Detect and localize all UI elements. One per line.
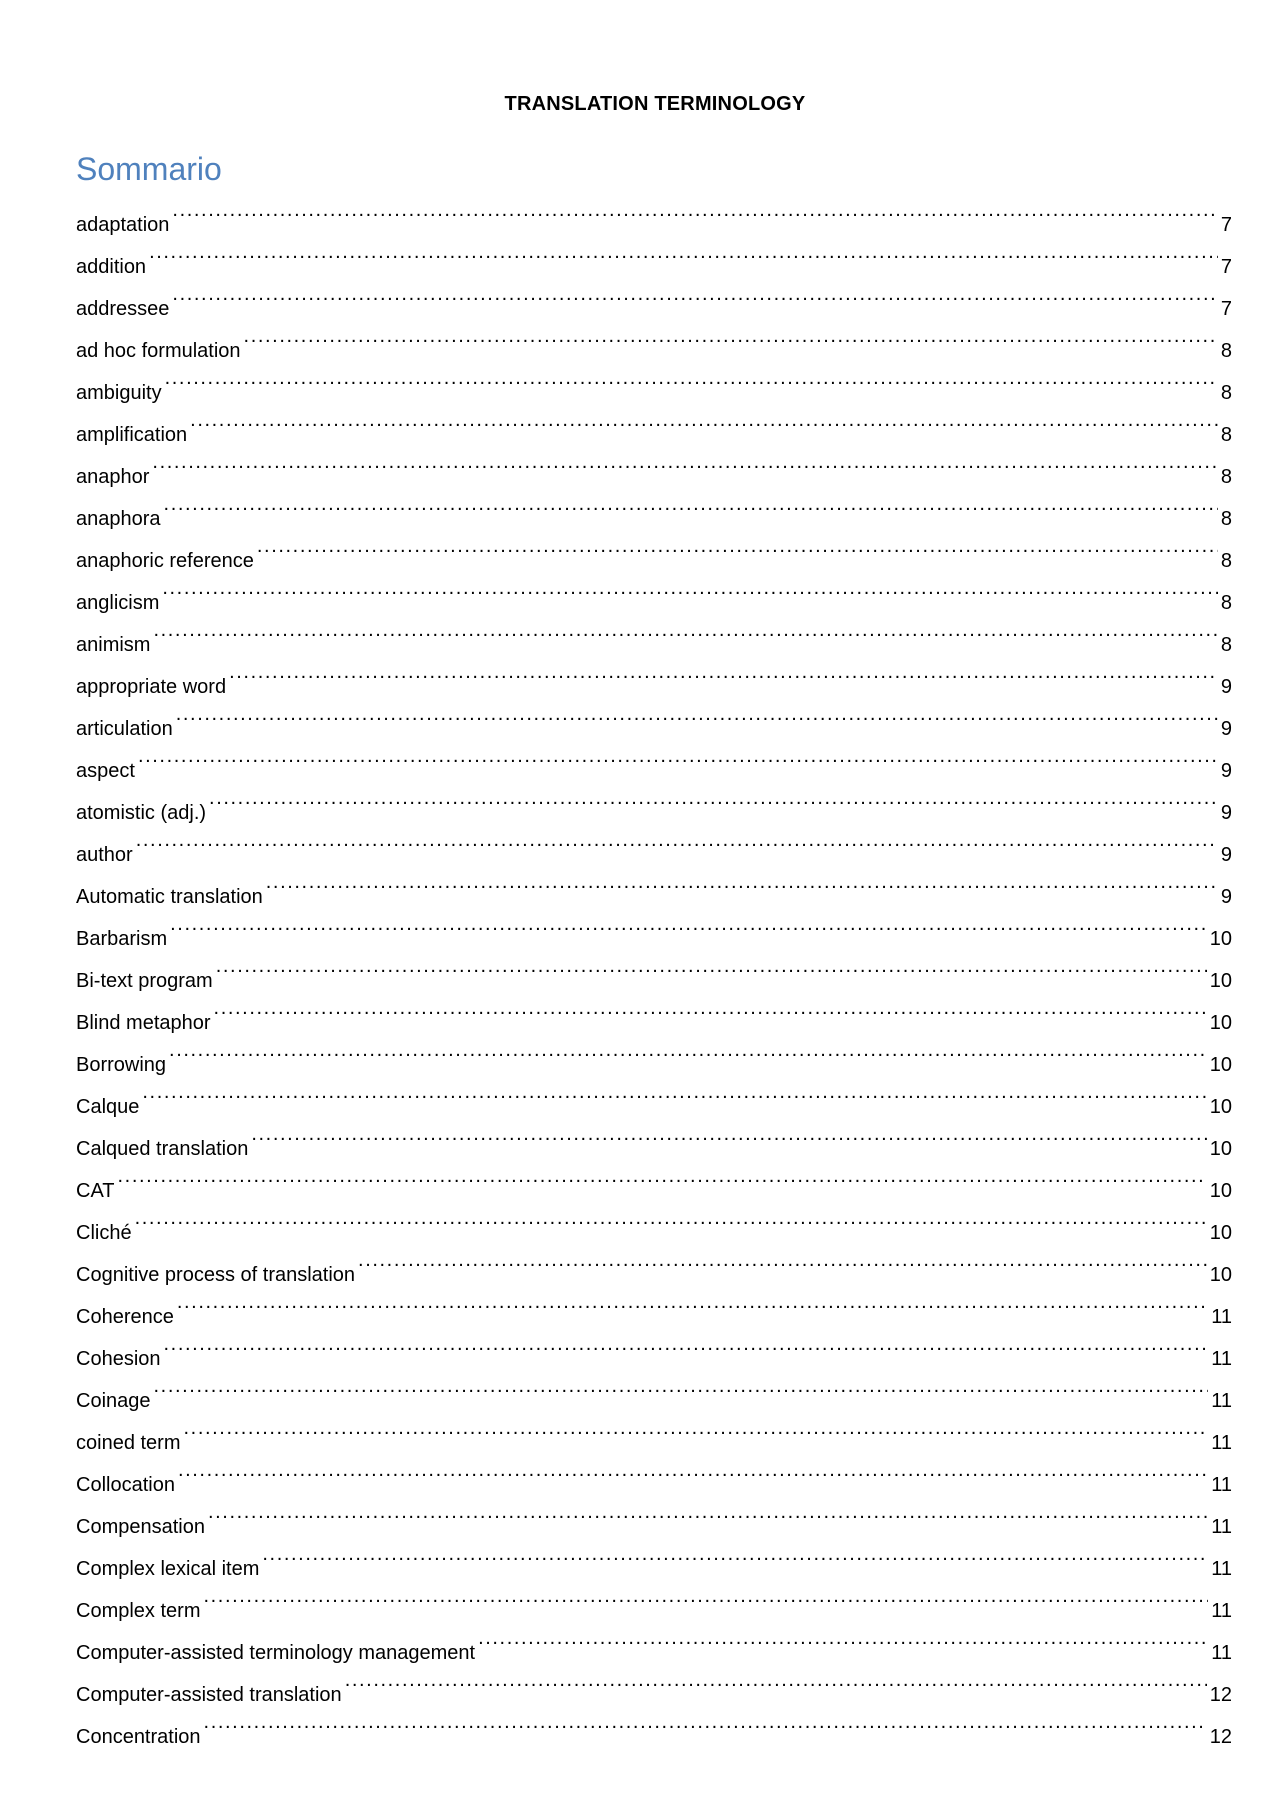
toc-entry-page-number: 10	[1209, 1096, 1232, 1118]
toc-entry-label: animism	[76, 634, 151, 656]
toc-dot-leader	[177, 1281, 1208, 1323]
toc-entry-label: anaphor	[76, 466, 150, 488]
toc-entry-label: Computer-assisted terminology management	[76, 1642, 476, 1664]
toc-dot-leader	[142, 1071, 1206, 1113]
toc-dot-leader	[169, 1029, 1207, 1071]
toc-entry[interactable]	[76, 273, 1232, 320]
toc-dot-leader	[209, 777, 1218, 819]
toc-entry-label: anaphoric reference	[76, 550, 254, 572]
toc-dot-leader	[244, 315, 1218, 357]
toc-entry-page-number: 11	[1211, 1600, 1232, 1622]
toc-entry-page-number: 8	[1220, 550, 1232, 572]
toc-entry-label: anglicism	[76, 592, 160, 614]
toc-entry-label: Calqued translation	[76, 1138, 249, 1160]
toc-dot-leader	[214, 987, 1207, 1029]
toc-entry-label: Coherence	[76, 1306, 174, 1328]
toc-dot-leader	[229, 651, 1218, 693]
toc-entry[interactable]	[76, 189, 1232, 236]
toc-dot-leader	[164, 483, 1218, 525]
toc-dot-leader	[358, 1239, 1207, 1281]
toc-dot-leader	[266, 861, 1218, 903]
toc-entry-page-number: 8	[1220, 382, 1232, 404]
toc-entry-page-number: 11	[1211, 1558, 1232, 1580]
toc-entry[interactable]	[76, 1197, 1232, 1244]
toc-entry-page-number: 12	[1209, 1726, 1232, 1748]
toc-entry-label: Cognitive process of translation	[76, 1264, 356, 1286]
toc-entry-page-number: 9	[1220, 718, 1232, 740]
toc-entry-page-number: 10	[1209, 1180, 1232, 1202]
toc-entry-label: Coinage	[76, 1390, 151, 1412]
toc-entry-label: coined term	[76, 1432, 181, 1454]
toc-entry[interactable]	[76, 525, 1232, 572]
toc-entry-label: Cliché	[76, 1222, 132, 1244]
toc-entry-label: ad hoc formulation	[76, 340, 241, 362]
toc-entry-page-number: 9	[1220, 844, 1232, 866]
toc-entry-label: ambiguity	[76, 382, 162, 404]
toc-entry-page-number: 10	[1209, 928, 1232, 950]
toc-entry-page-number: 10	[1209, 1054, 1232, 1076]
toc-entry[interactable]	[76, 1239, 1232, 1286]
toc-entry-label: atomistic (adj.)	[76, 802, 207, 824]
toc-entry[interactable]	[76, 861, 1232, 908]
toc-entry-page-number: 9	[1220, 802, 1232, 824]
toc-entry-label: addressee	[76, 298, 170, 320]
toc-entry-label: amplification	[76, 424, 188, 446]
toc-entry[interactable]	[76, 1449, 1232, 1496]
toc-entry-page-number: 10	[1209, 1222, 1232, 1244]
toc-entry[interactable]	[76, 1365, 1232, 1412]
toc-dot-leader	[208, 1491, 1208, 1533]
toc-entry[interactable]	[76, 483, 1232, 530]
toc-entry[interactable]	[76, 1155, 1232, 1202]
toc-dot-leader	[165, 357, 1218, 399]
toc-entry-label: author	[76, 844, 133, 866]
toc-entry[interactable]	[76, 1071, 1232, 1118]
toc-dot-leader	[478, 1617, 1208, 1659]
toc-entry[interactable]	[76, 693, 1232, 740]
toc-dot-leader	[190, 399, 1218, 441]
toc-dot-leader	[184, 1407, 1209, 1449]
toc-dot-leader	[176, 693, 1218, 735]
toc-dot-leader	[138, 735, 1218, 777]
toc-dot-leader	[257, 525, 1218, 567]
toc-entry-page-number: 7	[1220, 214, 1232, 236]
toc-entry-label: adaptation	[76, 214, 170, 236]
toc-entry-label: articulation	[76, 718, 173, 740]
toc-dot-leader	[203, 1575, 1208, 1617]
toc-entry-label: CAT	[76, 1180, 115, 1202]
toc-entry[interactable]	[76, 315, 1232, 362]
toc-entry-label: Calque	[76, 1096, 140, 1118]
toc-entry[interactable]	[76, 441, 1232, 488]
toc-entry[interactable]	[76, 1575, 1232, 1622]
toc-dot-leader	[152, 441, 1217, 483]
toc-entry-page-number: 10	[1209, 1264, 1232, 1286]
toc-entry-label: Automatic translation	[76, 886, 263, 908]
toc-entry-page-number: 11	[1211, 1432, 1232, 1454]
toc-entry-label: aspect	[76, 760, 135, 782]
toc-entry-page-number: 11	[1211, 1516, 1232, 1538]
toc-entry[interactable]	[76, 1701, 1232, 1748]
toc-dot-leader	[345, 1659, 1207, 1701]
toc-entry[interactable]	[76, 735, 1232, 782]
toc-entry-label: Computer-assisted translation	[76, 1684, 342, 1706]
toc-entry-label: Collocation	[76, 1474, 175, 1496]
toc-entry[interactable]	[76, 987, 1232, 1034]
toc-entry[interactable]	[76, 903, 1232, 950]
toc-entry-page-number: 9	[1220, 886, 1232, 908]
toc-dot-leader	[172, 273, 1217, 315]
table-of-contents	[76, 189, 1232, 1748]
toc-entry-page-number: 10	[1209, 1138, 1232, 1160]
toc-entry[interactable]	[76, 1281, 1232, 1328]
toc-entry[interactable]	[76, 609, 1232, 656]
toc-entry-page-number: 8	[1220, 340, 1232, 362]
toc-entry-page-number: 8	[1220, 508, 1232, 530]
toc-entry-label: Blind metaphor	[76, 1012, 211, 1034]
toc-entry-page-number: 7	[1220, 256, 1232, 278]
toc-entry[interactable]	[76, 1029, 1232, 1076]
toc-entry-label: addition	[76, 256, 147, 278]
document-title: TRANSLATION TERMINOLOGY	[504, 93, 806, 115]
toc-entry-page-number: 8	[1220, 466, 1232, 488]
toc-dot-leader	[162, 567, 1218, 609]
toc-dot-leader	[118, 1155, 1207, 1197]
toc-entry-page-number: 11	[1211, 1642, 1232, 1664]
toc-entry[interactable]	[76, 1113, 1232, 1160]
toc-entry[interactable]	[76, 819, 1232, 866]
toc-entry[interactable]	[76, 945, 1232, 992]
toc-entry[interactable]	[76, 651, 1232, 698]
toc-entry[interactable]	[76, 1407, 1232, 1454]
toc-dot-leader	[172, 189, 1217, 231]
toc-entry[interactable]	[76, 1617, 1232, 1664]
toc-entry-label: anaphora	[76, 508, 161, 530]
toc-entry[interactable]	[76, 357, 1232, 404]
toc-entry[interactable]	[76, 231, 1232, 278]
toc-dot-leader	[164, 1323, 1209, 1365]
toc-dot-leader	[170, 903, 1207, 945]
toc-entry-page-number: 11	[1211, 1474, 1232, 1496]
toc-dot-leader	[251, 1113, 1206, 1155]
toc-dot-leader	[154, 1365, 1209, 1407]
toc-entry-page-number: 12	[1209, 1684, 1232, 1706]
toc-dot-leader	[262, 1533, 1208, 1575]
toc-dot-leader	[136, 819, 1218, 861]
toc-dot-leader	[216, 945, 1207, 987]
toc-entry[interactable]	[76, 777, 1232, 824]
toc-entry[interactable]	[76, 1491, 1232, 1538]
toc-entry-label: Complex term	[76, 1600, 201, 1622]
toc-entry[interactable]	[76, 1323, 1232, 1370]
toc-entry-label: Borrowing	[76, 1054, 167, 1076]
toc-dot-leader	[178, 1449, 1208, 1491]
toc-entry-label: Compensation	[76, 1516, 205, 1538]
toc-entry-page-number: 9	[1220, 760, 1232, 782]
toc-entry-page-number: 8	[1220, 634, 1232, 656]
toc-entry-page-number: 11	[1211, 1306, 1232, 1328]
toc-entry-page-number: 8	[1220, 592, 1232, 614]
toc-entry-page-number: 10	[1209, 1012, 1232, 1034]
toc-entry-label: Bi-text program	[76, 970, 213, 992]
toc-entry-label: Concentration	[76, 1726, 201, 1748]
toc-entry-page-number: 7	[1220, 298, 1232, 320]
toc-entry-label: Cohesion	[76, 1348, 161, 1370]
toc-entry[interactable]	[76, 567, 1232, 614]
toc-entry-page-number: 11	[1211, 1390, 1232, 1412]
toc-dot-leader	[149, 231, 1218, 273]
toc-entry[interactable]	[76, 399, 1232, 446]
toc-heading: Sommario	[76, 151, 222, 187]
toc-entry-page-number: 11	[1211, 1348, 1232, 1370]
toc-entry[interactable]	[76, 1533, 1232, 1580]
toc-entry-label: appropriate word	[76, 676, 227, 698]
toc-entry-page-number: 8	[1220, 424, 1232, 446]
toc-dot-leader	[204, 1701, 1207, 1743]
toc-dot-leader	[135, 1197, 1207, 1239]
toc-entry-label: Barbarism	[76, 928, 168, 950]
toc-entry-page-number: 9	[1220, 676, 1232, 698]
toc-entry-label: Complex lexical item	[76, 1558, 260, 1580]
toc-entry-page-number: 10	[1209, 970, 1232, 992]
toc-dot-leader	[153, 609, 1217, 651]
